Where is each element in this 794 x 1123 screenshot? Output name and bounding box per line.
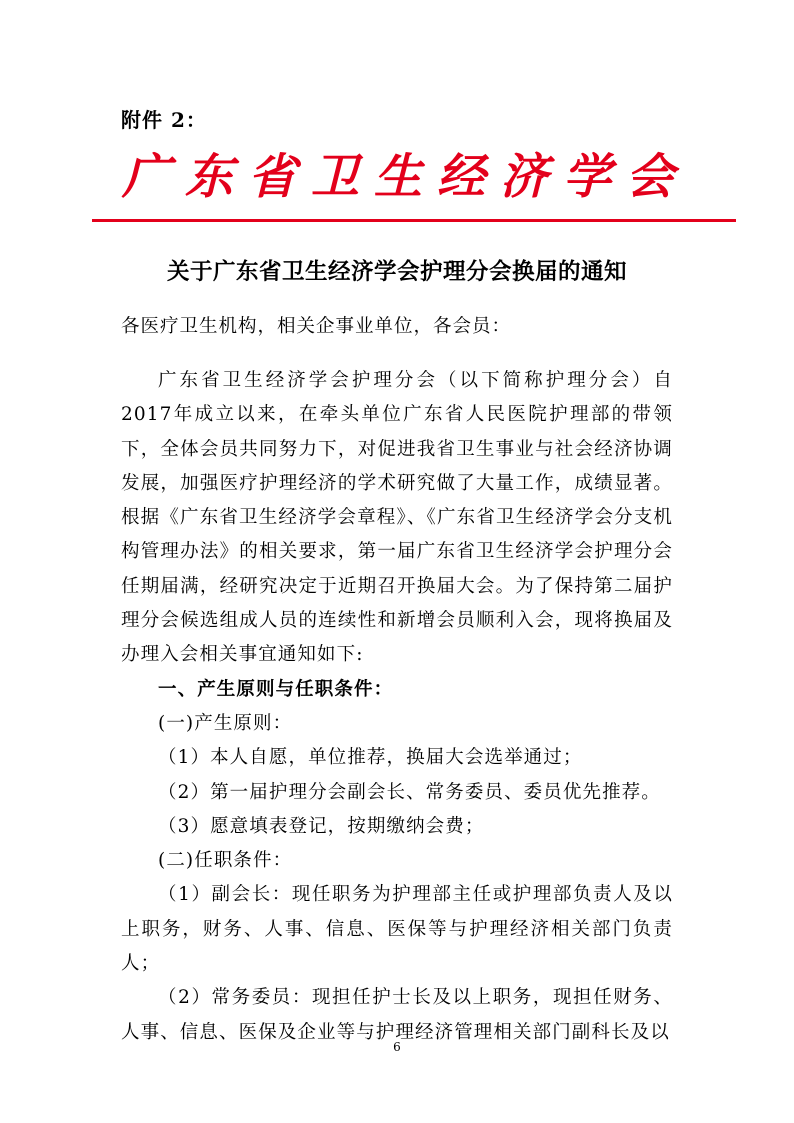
letterhead-char: 济 <box>499 149 548 205</box>
letterhead-char: 学 <box>562 149 611 205</box>
document-body <box>121 364 673 1050</box>
list-item: （1）本人自愿，单位推荐，换届大会选举通过； <box>158 747 583 769</box>
letterhead-char: 广 <box>121 149 170 205</box>
letterhead-char: 省 <box>247 149 296 205</box>
letterhead-char: 会 <box>625 149 674 205</box>
list-item: （3）愿意填表登记，按期缴纳会费； <box>158 815 485 837</box>
organization-letterhead <box>118 138 678 207</box>
list-item: （2）第一届护理分会副会长、常务委员、委员优先推荐。 <box>158 781 661 803</box>
list-item: （2）常务委员：现担任护士长及以上职务，现担任财务、人事、信息、医保及企业等与护理经济管理相关部门副科长及以 <box>121 987 673 1043</box>
attachment-label: 附件 2： <box>121 108 207 132</box>
subsection-heading: (二)任职条件： <box>158 850 293 872</box>
subsection-heading: (一)产生原则： <box>158 712 293 734</box>
page-number: 6 <box>393 1040 401 1054</box>
letterhead-divider <box>92 219 736 222</box>
letterhead-char: 经 <box>436 149 485 205</box>
letterhead-char: 卫 <box>310 149 359 205</box>
section-heading: 一、产生原则与任职条件： <box>158 678 394 700</box>
letterhead-char: 东 <box>184 149 233 205</box>
intro-paragraph: 广东省卫生经济学会护理分会（以下简称护理分会）自2017年成立以来，在牵头单位广东省人民医院护理部的带领下，全体会员共同努力下，对促进我省卫生事业与社会经济协调发展，加强医疗护理经济的学术研究做了大量工作，成绩显著。根据《广东省卫生经济学会章程》、《广东省卫生经济学会分支机构管理办法》的相关要求，第一届广东省卫生经济学会护理分会任期届满，经研究决定于近期召开换届大会。为了保持第二届护理分会候选组成人员的连续性和新增会员顺利入会，现将换届及办理入会相关事宜通知如下: <box>121 370 673 666</box>
list-item: （1）副会长：现任职务为护理部主任或护理部负责人及以上职务，财务、人事、信息、医保等与护理经济相关部门负责人； <box>121 884 673 975</box>
letterhead-char: 生 <box>373 149 422 205</box>
salutation: 各医疗卫生机构，相关企事业单位，各会员： <box>121 316 512 337</box>
document-title: 关于广东省卫生经济学会护理分会换届的通知 <box>166 259 627 285</box>
